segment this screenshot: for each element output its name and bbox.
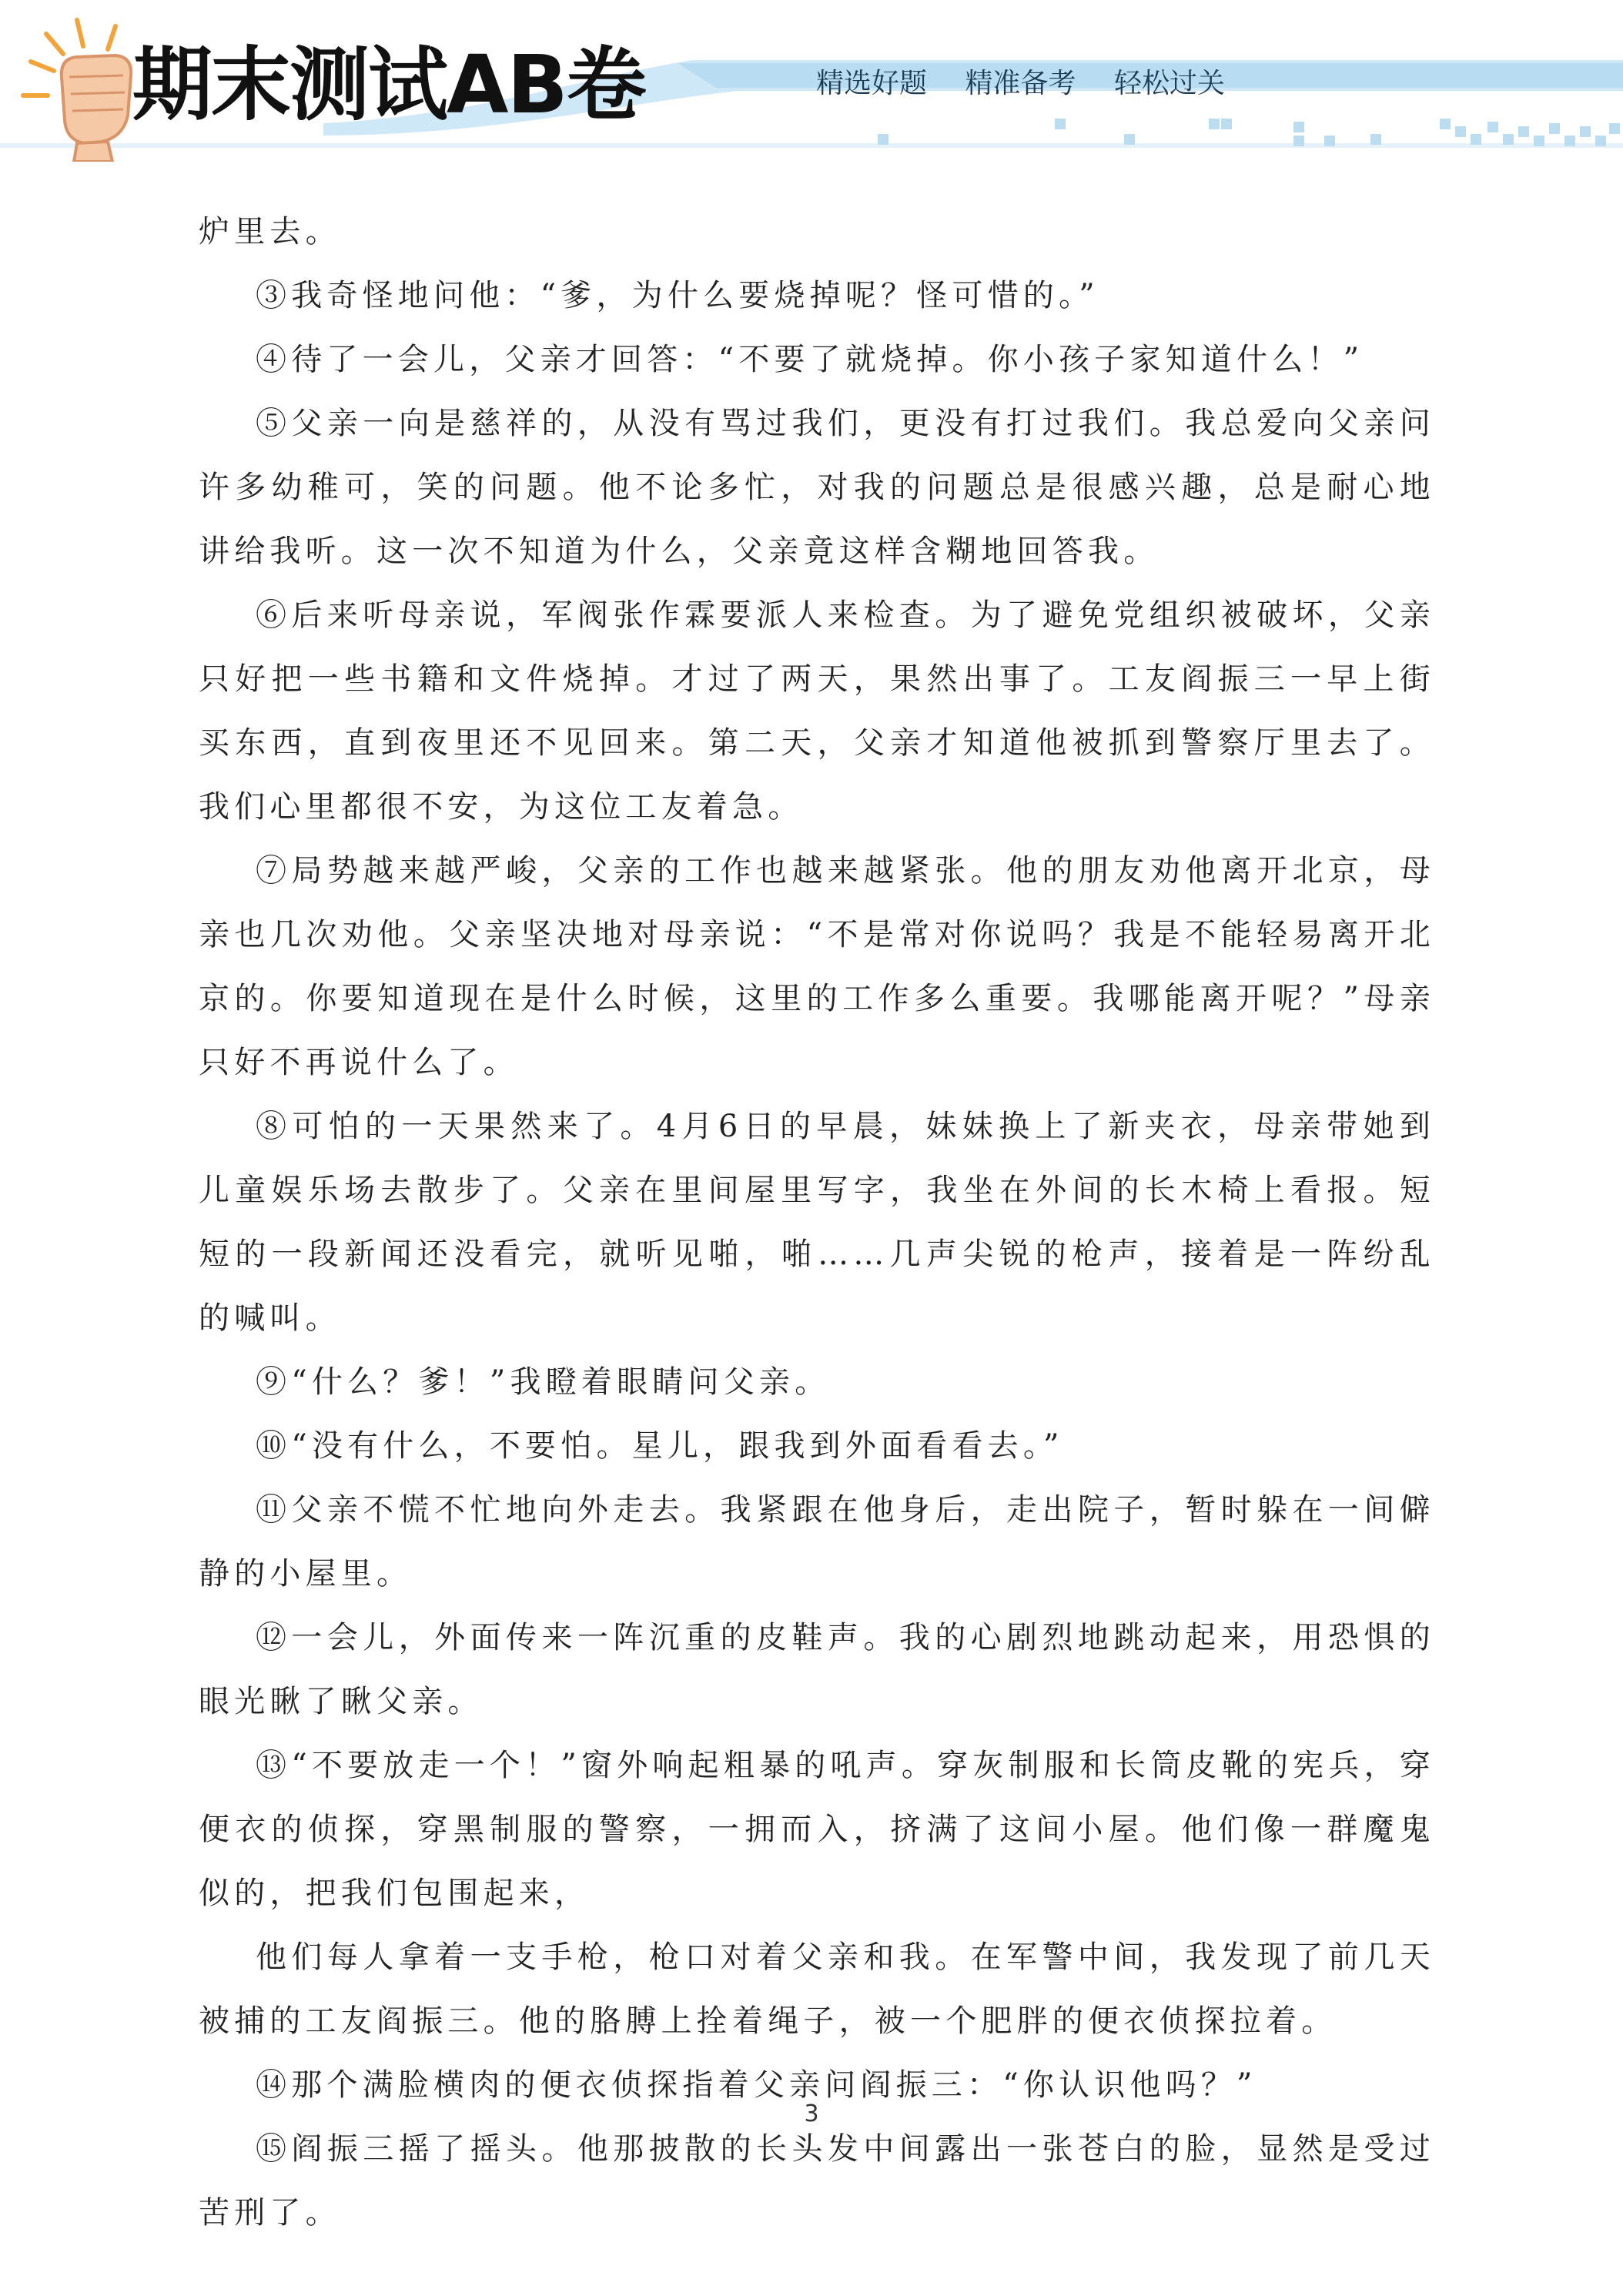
paragraph-4: ④待了一会儿，父亲才回答：“不要了就烧掉。你小孩子家知道什么！” xyxy=(256,342,1364,377)
paragraph-10: ⑩“没有什么，不要怕。星儿，跟我到外面看看去。” xyxy=(256,1428,1064,1464)
page-header xyxy=(0,0,1623,162)
paragraph-9: ⑨“什么？爹！”我瞪着眼睛问父亲。 xyxy=(256,1364,831,1400)
paragraph-3: ③我奇怪地问他：“爹，为什么要烧掉呢？怪可惜的。” xyxy=(256,278,1099,313)
paragraph-0: 炉里去。 xyxy=(199,214,341,249)
article-body xyxy=(199,200,1435,2245)
slogan-2: 精准备考 xyxy=(965,68,1076,99)
paragraph-8: ⑧可怕的一天果然来了。4月6日的早晨，妹妹换上了新夹衣，母亲带她到儿童娱乐场去散步了。父亲在里间屋里写字，我坐在外间的长木椅上看报。短短的一段新闻还没看完，就听见啪，啪……几声尖锐的枪声，接着是一阵纷乱的喊叫。 xyxy=(199,1109,1435,1336)
paragraph-12: ⑫一会儿，外面传来一阵沉重的皮鞋声。我的心剧烈地跳动起来，用恐惧的眼光瞅了瞅父亲。 xyxy=(199,1620,1435,1719)
paragraph-15: ⑮阎振三摇了摇头。他那披散的长头发中间露出一张苍白的脸，显然是受过苦刑了。 xyxy=(199,2131,1435,2231)
page-number: 3 xyxy=(804,2100,819,2127)
slogan-1: 精选好题 xyxy=(816,68,928,99)
paragraph-14: ⑭那个满脸横肉的便衣侦探指着父亲问阎振三：“你认识他吗？” xyxy=(256,2067,1257,2103)
paragraph-5: ⑤父亲一向是慈祥的，从没有骂过我们，更没有打过我们。我总爱向父亲问许多幼稚可，笑的问题。他不论多忙，对我的问题总是很感兴趣，总是耐心地讲给我听。这一次不知道为什么，父亲竟这样含糊地回答我。 xyxy=(199,406,1435,569)
paragraph-11: ⑪父亲不慌不忙地向外走去。我紧跟在他身后，走出院子，暂时躲在一间僻静的小屋里。 xyxy=(199,1492,1435,1591)
header-slogans xyxy=(816,62,1254,101)
paragraph-13: ⑬“不要放走一个！”窗外响起粗暴的吼声。穿灰制服和长筒皮靴的宪兵，穿便衣的侦探，穿黑制服的警察，一拥而入，挤满了这间小屋。他们像一群魔鬼似的，把我们包围起来， xyxy=(199,1748,1435,1911)
header-title: 期末测试AB卷 xyxy=(132,38,645,132)
paragraph-13-cont: 他们每人拿着一支手枪，枪口对着父亲和我。在军警中间，我发现了前几天被捕的工友阎振三。他的胳膊上拴着绳子，被一个肥胖的便衣侦探拉着。 xyxy=(199,1940,1435,2039)
slogan-3: 轻松过关 xyxy=(1113,68,1225,99)
paragraph-6: ⑥后来听母亲说，军阀张作霖要派人来检查。为了避免党组织被破坏，父亲只好把一些书籍和文件烧掉。才过了两天，果然出事了。工友阎振三一早上街买东西，直到夜里还不见回来。第二天，父亲才知道他被抓到警察厅里去了。我们心里都很不安，为这位工友着急。 xyxy=(199,597,1435,825)
paragraph-7: ⑦局势越来越严峻，父亲的工作也越来越紧张。他的朋友劝他离开北京，母亲也几次劝他。父亲坚决地对母亲说：“不是常对你说吗？我是不能轻易离开北京的。你要知道现在是什么时候，这里的工作多么重要。我哪能离开呢？”母亲只好不再说什么了。 xyxy=(199,853,1435,1080)
fist-icon xyxy=(23,20,131,162)
